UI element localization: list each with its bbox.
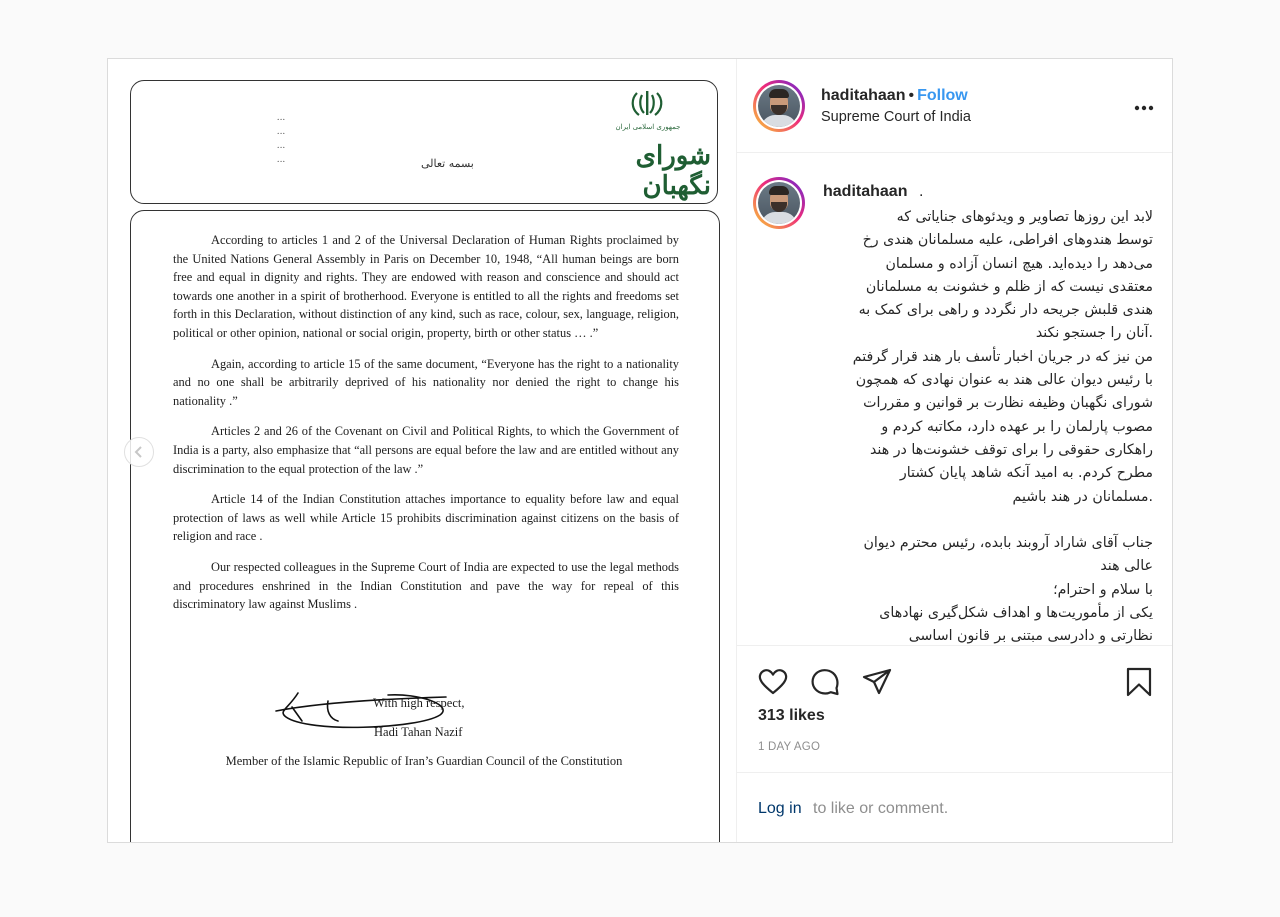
margin-line: ...: [276, 155, 286, 165]
caption-line: عالی هند: [1100, 558, 1153, 575]
caption-line: با رئیس دیوان عالی هند به عنوان نهادی که همچون: [855, 372, 1153, 389]
location-link[interactable]: Supreme Court of India: [821, 109, 971, 125]
login-link[interactable]: Log in: [758, 800, 802, 817]
caption-line: مصوب پارلمان را بر عهده دارد، مکاتبه کردم و: [881, 418, 1153, 435]
action-bar: [737, 645, 1173, 773]
letter-paragraph: According to articles 1 and 2 of the Universal Declaration of Human Rights proclaimed by the United Nations General Assembly in Paris on December 10, 1948, “All human beings are born free and equal in dignity and rights. They are endowed with reason and conscience and should act towards one another in a spirit of brotherhood. Everyone is entitled to all the rights and freedoms set forth in this Declaration, without distinction of any kind, such as race, colour, sex, language, religion, political or other opinion, national or social origin, property, birth or other status … .”: [173, 233, 679, 340]
margin-line: ...: [276, 127, 286, 137]
comment-icon[interactable]: [809, 666, 841, 698]
follow-button[interactable]: Follow: [917, 87, 968, 104]
caption-text: [823, 206, 1153, 645]
caption-avatar[interactable]: [753, 177, 805, 229]
letter-paragraph: Again, according to article 15 of the same document, “Everyone has the right to a nationality and no one shall be arbitrarily deprived of his nationality nor denied the right to change his nationality .”: [173, 356, 679, 408]
bismillah: بسمه تعالی: [421, 157, 474, 170]
caption-line: هندی قلبش جریحه دار نگردد و راهی برای کمک به: [858, 302, 1153, 319]
caption-line: توسط هندوهای افراطی، علیه مسلمانان هندی رخ: [862, 232, 1153, 249]
signer-name: Hadi Tahan Nazif: [374, 725, 463, 739]
letter-body: [130, 210, 720, 843]
post-image: [108, 59, 736, 843]
caption-dot: .: [919, 183, 924, 200]
header-user-row: [821, 87, 968, 105]
profile-photo: [758, 182, 800, 224]
bookmark-icon[interactable]: [1123, 666, 1155, 698]
caption-line: شورای نگهبان وظیفه نظارت بر قوانین و مقررات: [863, 395, 1153, 412]
post-sidebar: [736, 59, 1173, 842]
caption-section: [737, 153, 1173, 645]
caption-line: راهکاری حقوقی را برای توقف خشونت‌ها در هند: [869, 441, 1153, 458]
margin-line: ...: [276, 113, 286, 123]
post-header: [737, 59, 1173, 153]
letter-paragraph: Our respected colleagues in the Supreme Court of India are expected to use the legal methods and procedures enshrined in the Indian Constitution and pave the way for repeal of this discriminatory law against Muslims .: [173, 559, 679, 612]
margin-line: ...: [276, 141, 286, 151]
more-icon[interactable]: [1133, 104, 1155, 112]
login-prompt-text: to like or comment.: [813, 800, 949, 817]
caption-line: یکی از مأموریت‌ها و اهداف شکل‌گیری نهادهای: [879, 605, 1153, 622]
council-name: شورای نگهبان: [635, 141, 711, 201]
profile-photo: [758, 85, 800, 127]
carousel-prev-button[interactable]: [124, 437, 154, 467]
letter-text: [173, 231, 679, 626]
heart-icon[interactable]: [757, 666, 789, 698]
post-timestamp[interactable]: 1 DAY AGO: [758, 741, 821, 753]
letter-paragraph: Article 14 of the Indian Constitution attaches importance to equality before law and equal protection of laws as well while Article 15 prohibits discrimination against citizens on the basis of religion and race .: [173, 492, 679, 544]
caption-line: من نیز که در جریان اخبار تأسف بار هند قرار گرفتم: [852, 348, 1153, 365]
login-prompt: [737, 772, 1173, 842]
caption-line: نظارتی و دادرسی مبتنی بر قانون اساسی: [908, 628, 1153, 645]
caption-line: معتقدی نیست که از ظلم و خشونت به مسلمانان: [865, 278, 1153, 295]
letter-paragraph: Articles 2 and 26 of the Covenant on Civil and Political Rights, to which the Government of India is a party, also emphasize that “all persons are equal before the law and are entitled without any discrimination to the equal protection of the law .”: [173, 424, 679, 476]
caption-line: می‌دهد را دیده‌اید. هیچ انسان آزاده و مسلمان: [885, 255, 1153, 272]
share-icon[interactable]: [861, 666, 893, 698]
caption-line: .مسلمانان در هند باشیم: [1012, 488, 1153, 505]
post-card: [107, 58, 1173, 843]
letterhead: [130, 80, 718, 204]
caption-line: لابد این روزها تصاویر و ویدئوهای جنایاتی که: [896, 209, 1153, 225]
separator-dot: •: [908, 87, 915, 104]
caption-line: جناب آقای شاراد آروبند بابده، رئیس محترم دیوان: [863, 535, 1153, 552]
emblem-icon: [629, 89, 665, 119]
caption-line: با سلام و احترام؛: [1053, 581, 1153, 598]
letter-closing: With high respect,: [373, 696, 465, 710]
caption-line: [823, 509, 1153, 532]
like-count[interactable]: 313 likes: [758, 707, 825, 724]
letter-margin-notes: [261, 111, 301, 201]
council-subtitle: جمهوری اسلامی ایران: [615, 123, 681, 131]
signer-title: Member of the Islamic Republic of Iran’s Guardian Council of the Constitution: [225, 754, 623, 768]
avatar[interactable]: [753, 80, 805, 132]
caption-line: .آنان را جستجو نکند: [1035, 325, 1153, 342]
caption-line: مطرح کردم. به امید آنکه شاهد پایان کشتار: [899, 465, 1153, 482]
username-link[interactable]: haditahaan: [821, 87, 906, 104]
caption-username[interactable]: haditahaan: [823, 183, 908, 200]
chevron-left-icon: [133, 445, 145, 459]
